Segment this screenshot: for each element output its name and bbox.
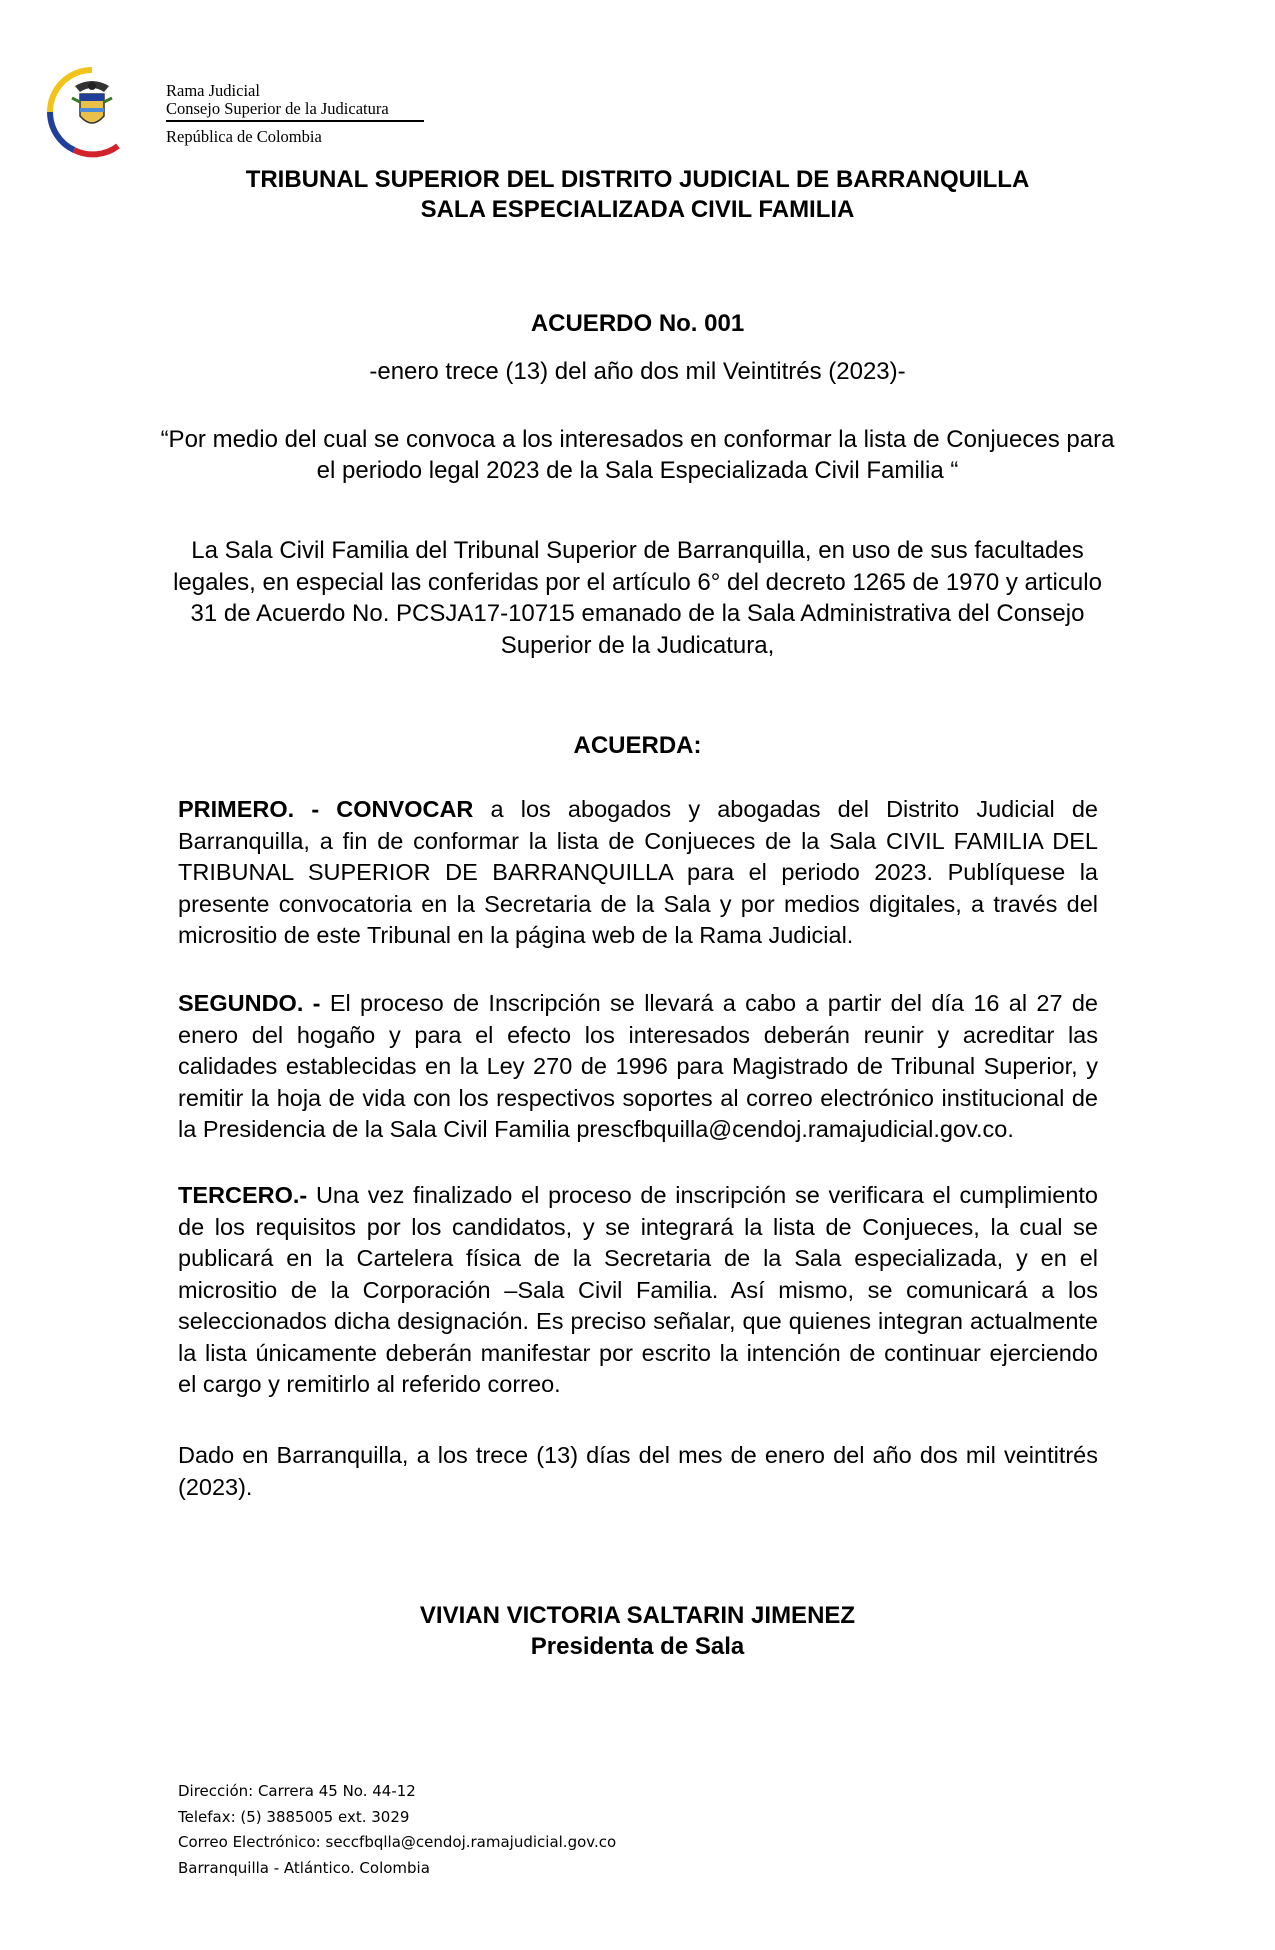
signer-role: Presidenta de Sala <box>530 1633 745 1660</box>
signer-name: VIVIAN VICTORIA SALTARIN JIMENEZ <box>419 1602 856 1629</box>
footer-phone: Telefax: (5) 3885005 ext. 3029 <box>178 1807 410 1826</box>
acuerdo-subject <box>0 424 1275 486</box>
footer-city: Barranquilla - Atlántico. Colombia <box>178 1858 430 1877</box>
primero-label: PRIMERO. - CONVOCAR <box>178 796 474 822</box>
court-header <box>0 165 1275 225</box>
footer-email: Correo Electrónico: seccfbqlla@cendoj.ramajudicial.gov.co <box>178 1833 617 1851</box>
article-tercero <box>178 1180 1098 1401</box>
preamble-line-2: legales, en especial las conferidas por el artículo 6° del decreto 1265 de 1970 y articulo <box>173 568 1102 596</box>
acuerdo-date: -enero trece (13) del año dos mil Veintitrés (2023)- <box>369 358 906 385</box>
segundo-label: SEGUNDO. - <box>178 990 321 1016</box>
article-segundo <box>178 988 1098 1146</box>
rama-judicial-logo <box>44 64 424 164</box>
primero-text: a los abogados y abogadas del Distrito Judicial de Barranquilla, a fin de conformar la lista de Conjueces de la Sala CIVIL FAMILIA DEL TRIBUNAL SUPERIOR DE BARRANQUILLA para el periodo 2023. Publíquese la presente convocatoria en la Secretaria de la Sala y por medios digitales, a través del micrositio de este Tribunal en la página web de la Rama Judicial. <box>178 796 1098 948</box>
preamble-line-3: 31 de Acuerdo No. PCSJA17-10715 emanado de la Sala Administrativa del Consejo <box>190 600 1085 627</box>
logo-divider <box>166 120 424 122</box>
preamble-line-4: Superior de la Judicatura, <box>500 631 775 659</box>
logo-line-consejo: Consejo Superior de la Judicatura <box>166 99 389 118</box>
tercero-label: TERCERO.- <box>178 1182 308 1208</box>
segundo-text: El proceso de Inscripción se llevará a cabo a partir del día 16 al 27 de enero del hogaño y para el efecto los interesados deberán reunir y acreditar las calidades establecidas en la Ley 270 de 1996 para Magistrado de Tribunal Superior, y remitir la hoja de vida con los respectivos soportes al correo electrónico institucional de la Presidencia de la Sala Civil Familia prescfbquilla@cendoj.ramajudicial.gov.co. <box>178 990 1098 1142</box>
footer-contact <box>178 1779 616 1881</box>
closing-statement: Dado en Barranquilla, a los trece (13) días del mes de enero del año dos mil veintitrés (2023). <box>178 1442 1098 1500</box>
subject-line-1: “Por medio del cual se convoca a los interesados en conformar la lista de Conjueces para <box>160 426 1115 453</box>
footer-address: Dirección: Carrera 45 No. 44-12 <box>178 1782 416 1800</box>
preamble-line-1: La Sala Civil Familia del Tribunal Superior de Barranquilla, en uso de sus facultades <box>191 537 1084 564</box>
signature-block <box>0 1600 1275 1662</box>
court-chamber: SALA ESPECIALIZADA CIVIL FAMILIA <box>420 196 855 223</box>
tercero-text: Una vez finalizado el proceso de inscripción se verificara el cumplimiento de los requisitos por los candidatos, y se integrará la lista de Conjueces, la cual se publicará en la Cartelera física de la Secretaria de la Sala especializada, y en el micrositio de la Corporación –Sala Civil Familia. Así mismo, se comunicará a los seleccionados dicha designación. Es preciso señalar, que quienes integran actualmente la lista únicamente deberán manifestar por escrito la intención de continuar ejerciendo el cargo y remitirlo al referido correo. <box>178 1182 1098 1397</box>
logo-text <box>166 82 389 118</box>
court-name: TRIBUNAL SUPERIOR DEL DISTRITO JUDICIAL DE BARRANQUILLA <box>245 166 1030 193</box>
preamble <box>0 535 1275 661</box>
logo-line-rama-judicial: Rama Judicial <box>166 81 260 100</box>
acuerda-heading: ACUERDA: <box>573 732 702 759</box>
coat-of-arms-seal-icon <box>44 64 140 160</box>
acuerdo-title: ACUERDO No. 001 <box>530 310 745 337</box>
logo-line-republica: República de Colombia <box>166 127 322 146</box>
subject-line-2: el periodo legal 2023 de la Sala Especializada Civil Familia “ <box>316 457 959 484</box>
article-primero <box>178 794 1098 952</box>
